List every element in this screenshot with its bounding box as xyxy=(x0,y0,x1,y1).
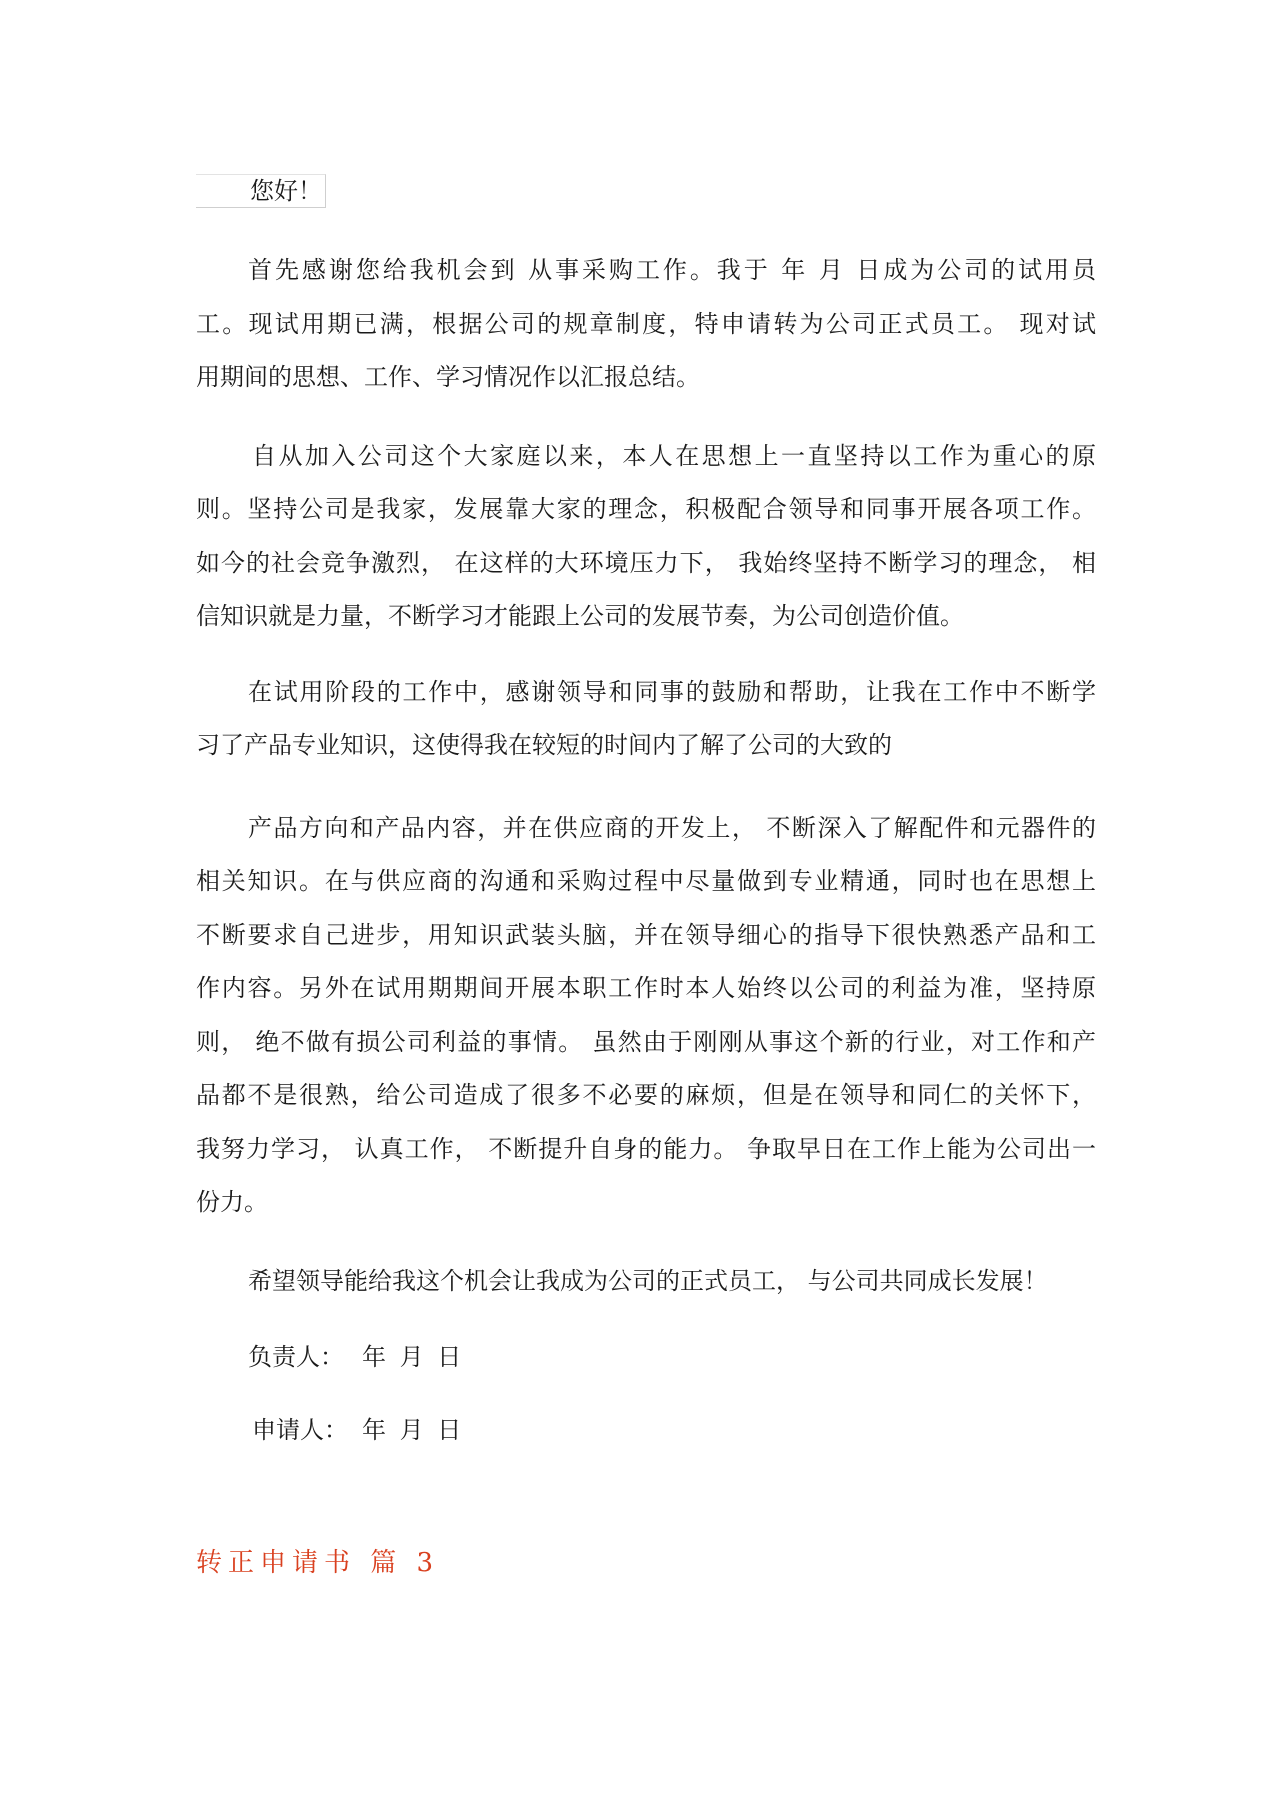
applicant-label: 申请人： xyxy=(252,1416,348,1444)
paragraph-line: 不断要求自己进步，用知识武装头脑，并在领导细心的指导下很快熟悉产品和工 xyxy=(196,921,1096,949)
paragraph-line: 作内容。另外在试用期期间开展本职工作时本人始终以公司的利益为准，坚持原 xyxy=(196,974,1096,1002)
paragraph-line: 信知识就是力量，不断学习才能跟上公司的发展节奏，为公司创造价值。 xyxy=(196,602,964,630)
paragraph-line: 用期间的思想、工作、学习情况作以汇报总结。 xyxy=(196,363,700,391)
applicant-date: 年 月 日 xyxy=(362,1416,462,1444)
paragraph-line: 则。坚持公司是我家，发展靠大家的理念，积极配合领导和同事开展各项工作。 xyxy=(196,495,1096,523)
responsible-label: 负责人： xyxy=(248,1343,344,1371)
paragraph-line: 相关知识。在与供应商的沟通和采购过程中尽量做到专业精通，同时也在思想上 xyxy=(196,867,1096,895)
paragraph-line: 首先感谢您给我机会到 从事采购工作。我于 年 月 日成为公司的试用员 xyxy=(248,256,1096,284)
greeting: 您好！ xyxy=(250,177,322,205)
paragraph-line: 则， 绝不做有损公司利益的事情。 虽然由于刚刚从事这个新的行业，对工作和产 xyxy=(196,1028,1096,1056)
paragraph-line: 产品方向和产品内容，并在供应商的开发上， 不断深入了解配件和元器件的 xyxy=(248,814,1096,842)
paragraph-line: 在试用阶段的工作中，感谢领导和同事的鼓励和帮助，让我在工作中不断学 xyxy=(248,678,1096,706)
paragraph-line: 品都不是很熟，给公司造成了很多不必要的麻烦，但是在领导和同仁的关怀下， xyxy=(196,1081,1096,1109)
paragraph-line: 我努力学习， 认真工作， 不断提升自身的能力。 争取早日在工作上能为公司出一 xyxy=(196,1135,1096,1163)
paragraph-line: 工。现试用期已满，根据公司的规章制度，特申请转为公司正式员工。 现对试 xyxy=(196,310,1096,338)
paragraph-line: 如今的社会竞争激烈， 在这样的大环境压力下， 我始终坚持不断学习的理念， 相 xyxy=(196,549,1096,577)
paragraph-line: 自从加入公司这个大家庭以来，本人在思想上一直坚持以工作为重心的原 xyxy=(252,442,1096,470)
paragraph-line: 份力。 xyxy=(196,1188,268,1216)
section-title: 转正申请书 篇 3 xyxy=(196,1548,440,1578)
paragraph-line: 习了产品专业知识，这使得我在较短的时间内了解了公司的大致的 xyxy=(196,731,892,759)
paragraph-line: 希望领导能给我这个机会让我成为公司的正式员工， 与公司共同成长发展！ xyxy=(248,1267,1048,1295)
responsible-date: 年 月 日 xyxy=(362,1343,462,1371)
